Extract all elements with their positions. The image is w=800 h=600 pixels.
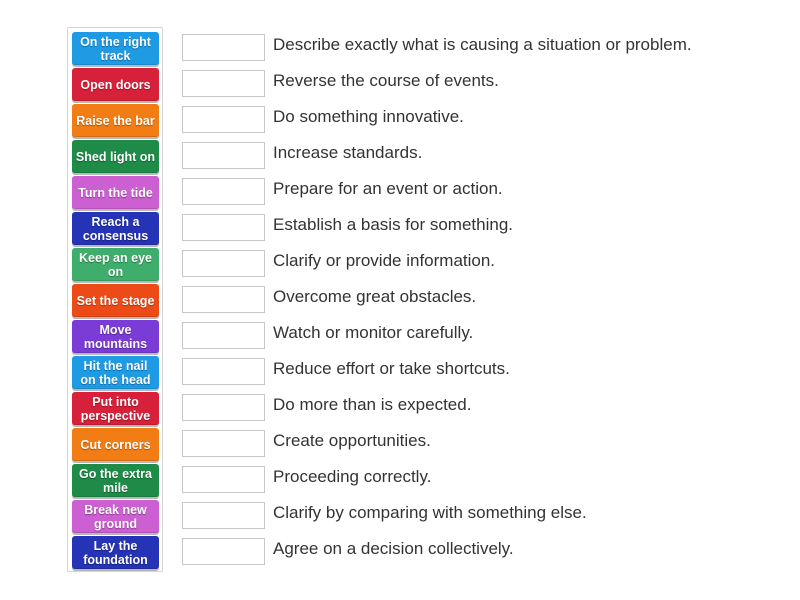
definition-text: Watch or monitor carefully. — [273, 323, 474, 342]
definition-text: Create opportunities. — [273, 431, 431, 450]
drop-slot[interactable] — [182, 286, 265, 313]
answer-tile[interactable]: Set the stage — [72, 284, 159, 317]
definition-text: Do something innovative. — [273, 107, 464, 126]
drop-slot[interactable] — [182, 358, 265, 385]
answer-tile[interactable]: Turn the tide — [72, 176, 159, 209]
drop-slot[interactable] — [182, 178, 265, 205]
answer-tile[interactable]: Reach a consensus — [72, 212, 159, 245]
drop-slot[interactable] — [182, 394, 265, 421]
answer-tile[interactable]: Break new ground — [72, 500, 159, 533]
drop-slot[interactable] — [182, 70, 265, 97]
drop-slot[interactable] — [182, 34, 265, 61]
definition-text: Proceeding correctly. — [273, 467, 432, 486]
drop-slot[interactable] — [182, 538, 265, 565]
answer-tile[interactable]: Hit the nail on the head — [72, 356, 159, 389]
answer-tile[interactable]: On the right track — [72, 32, 159, 65]
answer-tile[interactable]: Move mountains — [72, 320, 159, 353]
drop-slot[interactable] — [182, 466, 265, 493]
answer-tile[interactable]: Cut corners — [72, 428, 159, 461]
answer-tile[interactable]: Put into perspective — [72, 392, 159, 425]
tile-panel — [67, 27, 163, 572]
drop-slot[interactable] — [182, 322, 265, 349]
drop-slot[interactable] — [182, 430, 265, 457]
drop-slot[interactable] — [182, 502, 265, 529]
definition-text: Describe exactly what is causing a situation or problem. — [273, 35, 692, 54]
answer-tile[interactable]: Lay the foundation — [72, 536, 159, 569]
definition-text: Prepare for an event or action. — [273, 179, 503, 198]
drop-slot[interactable] — [182, 214, 265, 241]
definition-text: Agree on a decision collectively. — [273, 539, 514, 558]
definition-text: Reverse the course of events. — [273, 71, 499, 90]
definition-text: Increase standards. — [273, 143, 423, 162]
answer-tile[interactable]: Shed light on — [72, 140, 159, 173]
definition-text: Overcome great obstacles. — [273, 287, 477, 306]
definition-text: Reduce effort or take shortcuts. — [273, 359, 510, 378]
drop-slot[interactable] — [182, 106, 265, 133]
drop-slot[interactable] — [182, 250, 265, 277]
answer-tile[interactable]: Open doors — [72, 68, 159, 101]
answer-tile[interactable]: Keep an eye on — [72, 248, 159, 281]
definition-text: Clarify by comparing with something else. — [273, 503, 587, 522]
answer-tile[interactable]: Raise the bar — [72, 104, 159, 137]
drop-slot[interactable] — [182, 142, 265, 169]
answer-tile[interactable]: Go the extra mile — [72, 464, 159, 497]
definition-text: Do more than is expected. — [273, 395, 472, 414]
definition-text: Clarify or provide information. — [273, 251, 496, 270]
definition-text: Establish a basis for something. — [273, 215, 514, 234]
